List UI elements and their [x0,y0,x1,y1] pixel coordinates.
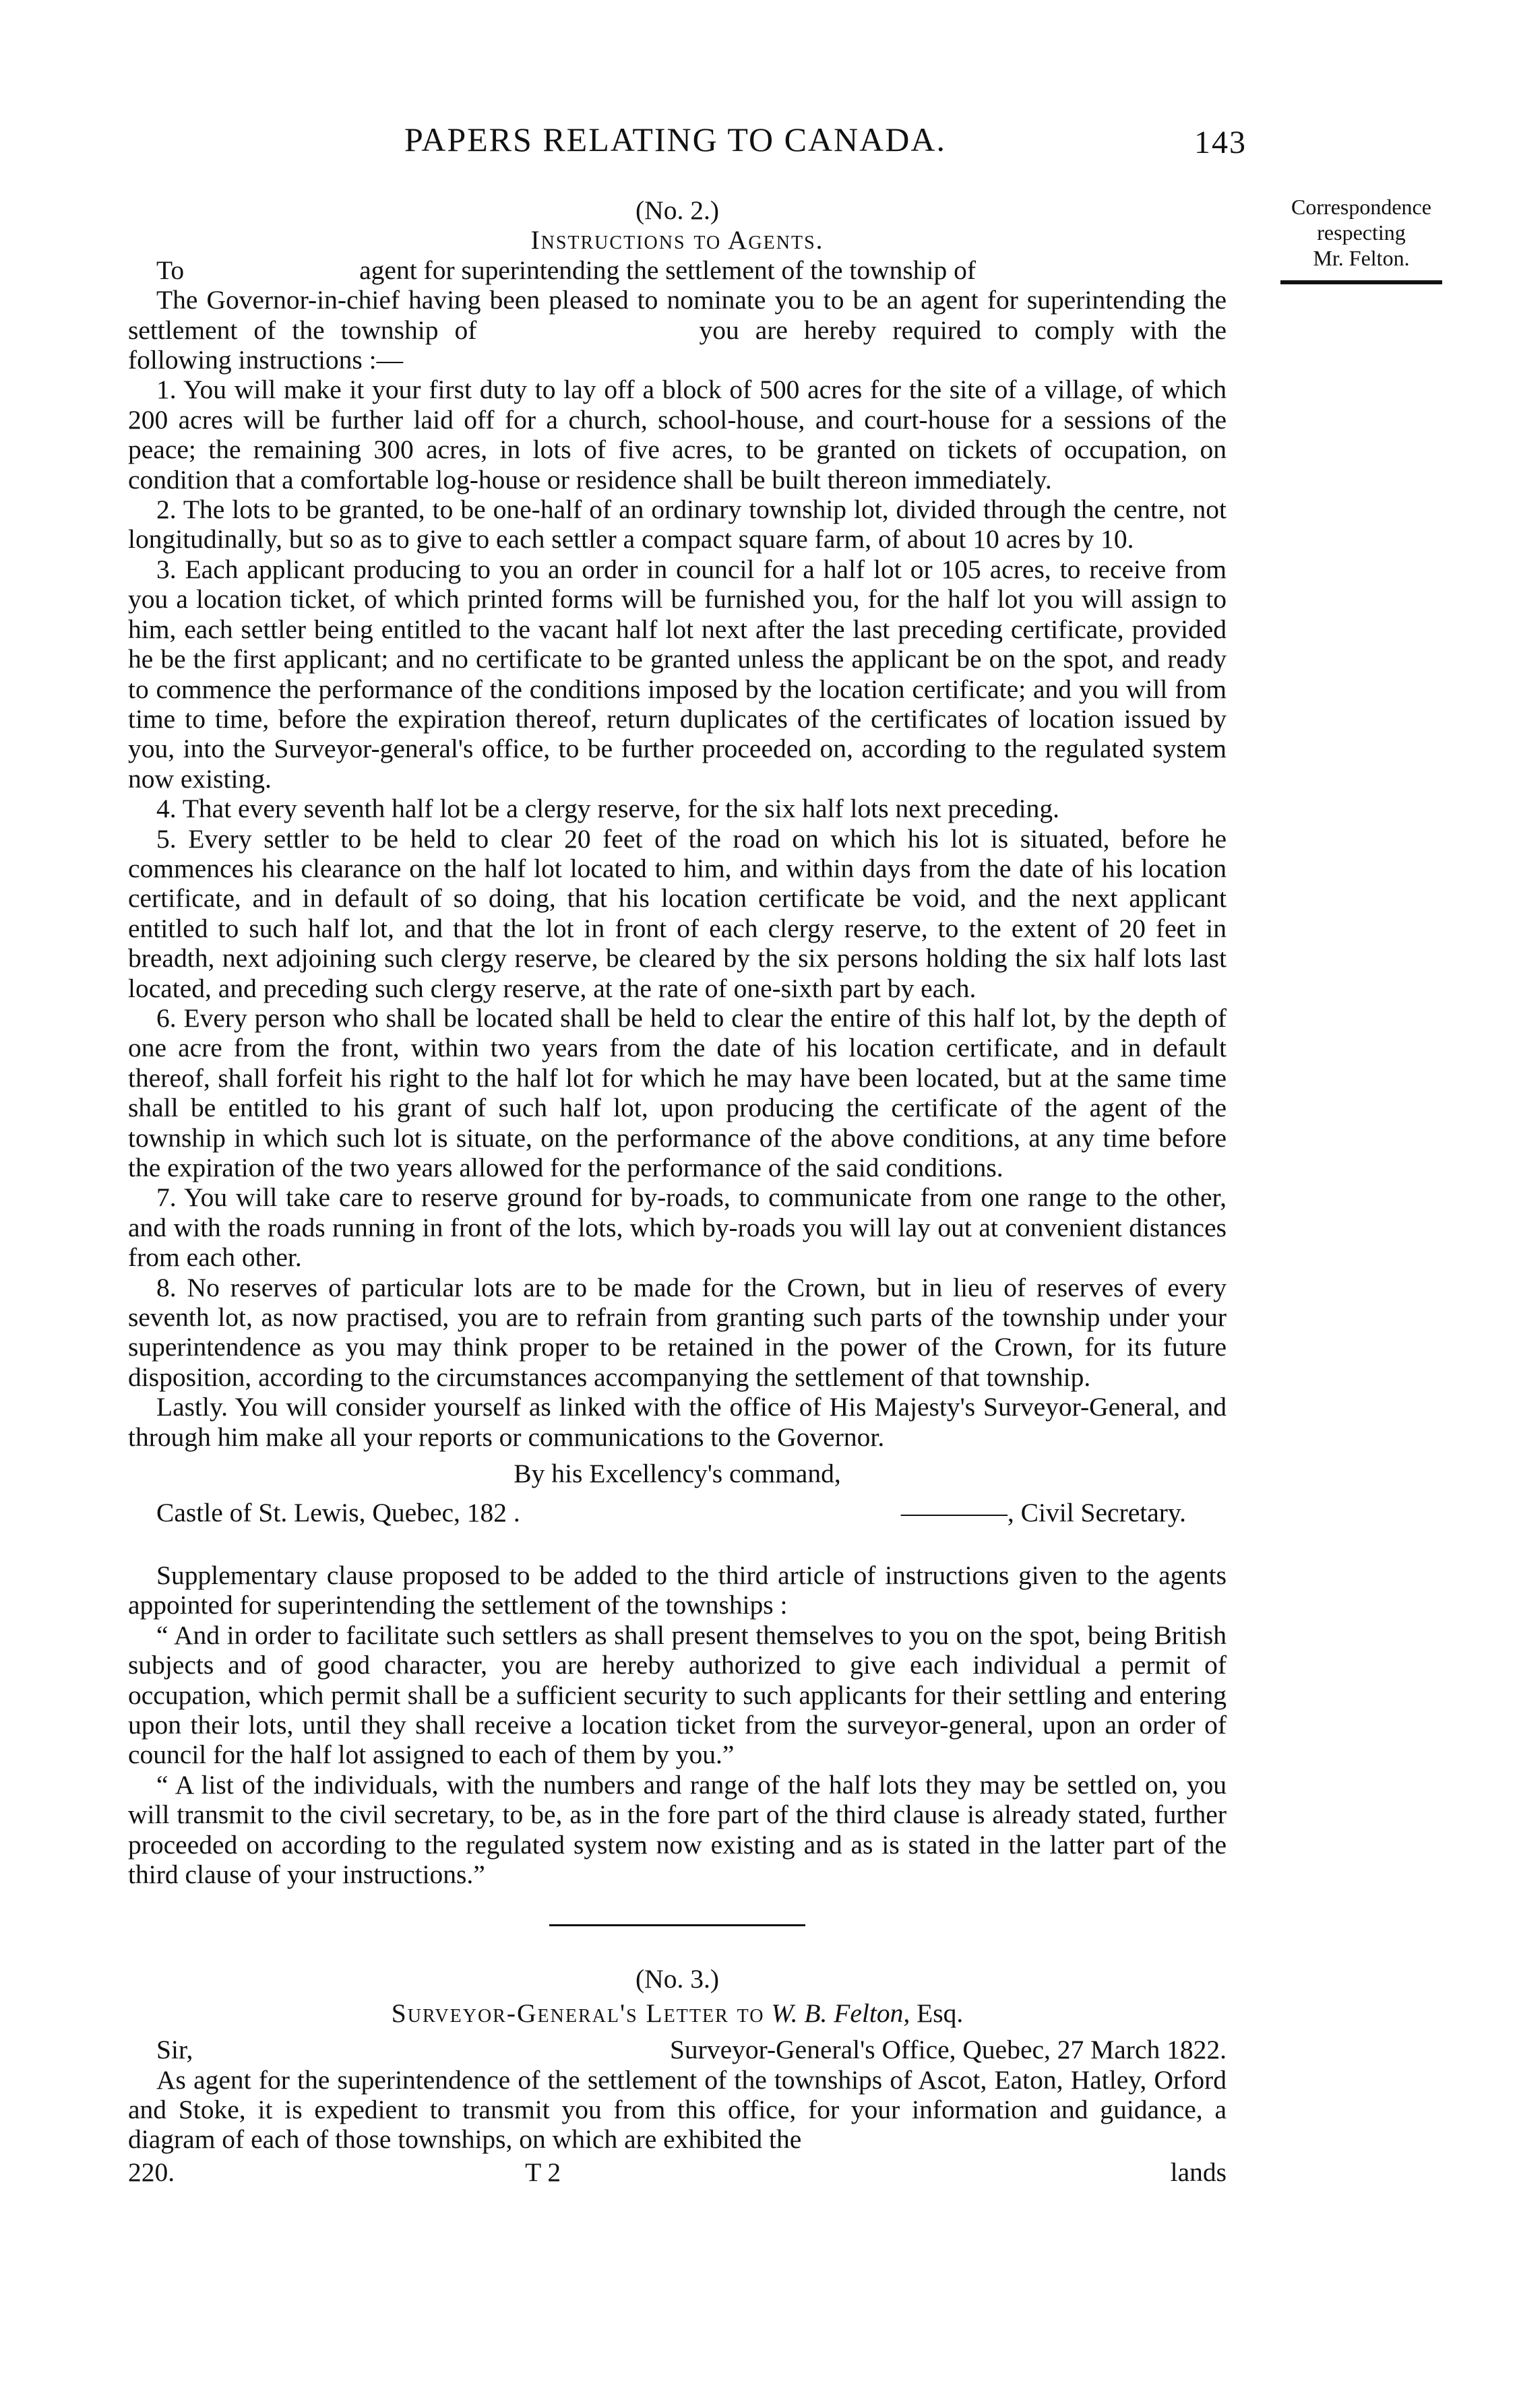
marginal-note-line-3: Mr. Felton. [1313,246,1410,270]
section-3-heading-a: Surveyor-General's Letter to [391,1998,765,2028]
document-body [128,195,1227,2187]
instruction-4: 4. That every seventh half lot be a clergy reserve, for the six half lots next preceding. [156,794,1059,824]
section-2-number: (No. 2.) [636,195,719,225]
place-date: Castle of St. Lewis, Quebec, 182 . [156,1498,520,1528]
instruction-7: 7. You will take care to reserve ground for by-roads, to communicate from one range to the other, and with the roads running in front of the lots, which by-roads you will lay out at convenient distances from each other. [128,1182,1227,1273]
salutation: Sir, [156,2035,193,2065]
running-header [404,120,1247,159]
to-line-left: To [156,255,185,285]
section-2-heading: Instructions to Agents. [530,225,824,255]
instruction-2: 2. The lots to be granted, to be one-half of an ordinary township lot, divided through the centre, not longitudinally, but so as to give to each settler a compact square farm, of about 10 acres by 10. [128,495,1227,555]
page-number: 143 [1194,125,1247,160]
to-line-right: agent for superintending the settlement of the township of [359,255,976,285]
instruction-3: 3. Each applicant producing to you an order in council for a half lot or 105 acres, to receive from you a location ticket, of which printed forms will be furnished you, for the half lot you will assign to him, each settler being entitled to the vacant half lot next after the last preceding certificate, provided he be the first applicant; and no certificate to be granted unless the applicant be on the spot, and ready to commence the performance of the conditions imposed by the location certificate; and you will from time to time, before the expiration thereof, return duplicates of the certificates of location issued by you, into the Surveyor-general's office, to be further proceeded on, according to the regulated system now existing. [128,554,1227,794]
letter-body: As agent for the superintendence of the settlement of the townships of Ascot, Eaton, Hatley, Orford and Stoke, it is expedient to transmit you from this office, for your information and guidance, a diagram of each of those townships, on which are exhibited the [128,2064,1227,2155]
marginal-note-line-1: Correspondence [1291,195,1431,219]
intro-text-a: The Governor-in-chief having been pleased to nominate you to be an agent for superintending the settlement of the township of [128,285,1227,345]
marginal-note-line-2: respecting [1317,220,1406,245]
header-title: PAPERS RELATING TO CANADA. [404,121,946,158]
supplementary-clause [128,1560,1227,1889]
supplementary-quote-2: “ A list of the individuals, with the numbers and range of the half lots they may be settled on, you will transmit to the civil secretary, to be, as in the fore part of the third clause is already stated, further proceeded on according to the regulated system now existing and as is stated in the latter part of the third clause of your instructions.” [128,1769,1227,1889]
instruction-lastly: Lastly. You will consider yourself as linked with the office of His Majesty's Surveyor-General, and through him make all your reports or communications to the Governor. [128,1392,1227,1452]
section-3-heading-b: W. B. Felton, [771,1998,910,2028]
section-3-heading-c: Esq. [917,1998,964,2028]
footer-catchword: lands [1170,2157,1227,2187]
instruction-8: 8. No reserves of particular lots are to be made for the Crown, but in lieu of reserves of every seventh lot, as now practised, you are to refrain from granting such parts of the township under your superintendence as you may think proper to be retained in the power of the Crown, for its future disposition, according to the circumstances accompanying the settlement of that township. [128,1272,1227,1392]
footer-left-number: 220. [128,2157,175,2187]
command-line: By his Excellency's command, [514,1459,841,1489]
marginal-rule [1280,280,1442,284]
to-line [128,255,1227,285]
letter-dateline: Surveyor-General's Office, Quebec, 27 March 1822. [669,2035,1227,2065]
intro-text-b: you are hereby required to comply with the following instructions :— [128,315,1227,375]
intro-paragraph [128,285,1227,375]
letter-header-row [128,2035,1227,2064]
footer-signature-mark: T 2 [525,2157,561,2187]
supplementary-intro: Supplementary clause proposed to be added to the third article of instructions given to the agents appointed for superintending the settlement of the townships : [128,1560,1227,1620]
section-3-heading [128,1998,1227,2028]
civil-secretary-signature: ————, Civil Secretary. [900,1498,1186,1528]
section-3-number: (No. 3.) [636,1964,719,1994]
instruction-5: 5. Every settler to be held to clear 20 feet of the road on which his lot is situated, before he commences his clearance on the half lot located to him, and within days from the date of his location certificate, and in default of so doing, that his location certificate be void, and the next applicant entitled to such half lot, and that the lot in front of each clergy reserve, to the extent of 20 feet in breadth, next adjoining such clergy reserve, be cleared by the six persons holding the six half lots last located, and preceding such clergy reserve, at the rate of one-sixth part by each. [128,823,1227,1003]
section-divider [549,1924,805,1926]
marginal-note [1264,194,1459,284]
page-footer [128,2157,1227,2187]
signature-row [128,1498,1227,1527]
instruction-1: 1. You will make it your first duty to lay off a block of 500 acres for the site of a village, of which 200 acres will be further laid off for a church, school-house, and court-house for a sessions of the peace; the remaining 300 acres, in lots of five acres, to be granted on tickets of occupation, on condition that a comfortable log-house or residence shall be built thereon immediately. [128,375,1227,495]
instruction-6: 6. Every person who shall be located shall be held to clear the entire of this half lot, by the depth of one acre from the front, within two years from the date of his location certificate, and in default thereof, shall forfeit his right to the half lot for which he may have been located, but at the same time shall be entitled to his grant of such half lot, upon producing the certificate of the agent of the township in which such lot is situate, on the performance of the above conditions, at any time before the expiration of the two years allowed for the performance of the said conditions. [128,1003,1227,1182]
supplementary-quote-1: “ And in order to facilitate such settlers as shall present themselves to you on the spot, being British subjects and of good character, you are hereby authorized to give each individual a permit of occupation, which permit shall be a sufficient security to such applicants for their settling and entering upon their lots, until they shall receive a location ticket from the surveyor-general, upon an order of council for the half lot assigned to each of them by you.” [128,1620,1227,1770]
